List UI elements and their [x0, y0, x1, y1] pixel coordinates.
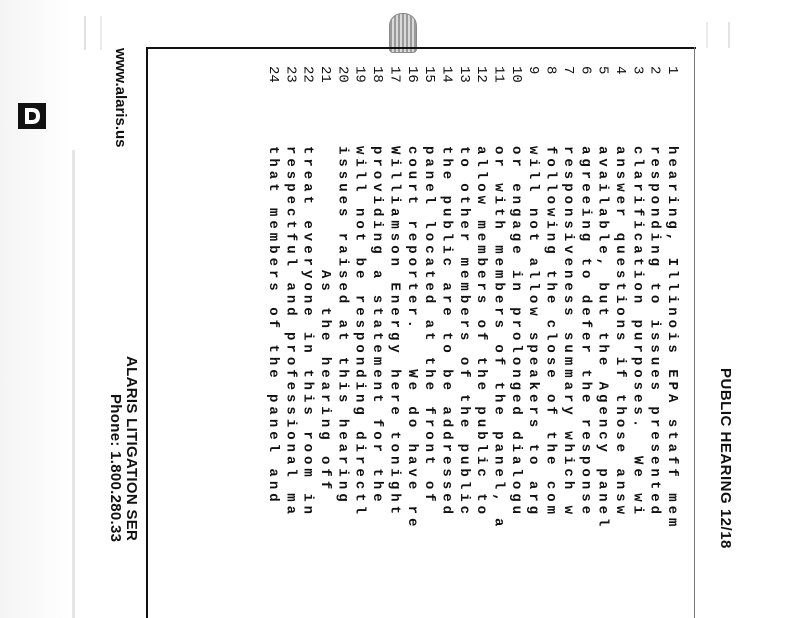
line-number: 16	[403, 66, 420, 83]
line-number: 12	[473, 66, 490, 83]
line-number: 2	[646, 66, 663, 75]
line-number: 1	[664, 66, 680, 75]
line-number: 11	[490, 66, 507, 83]
transcript-line: providing a statement for the	[369, 146, 386, 506]
line-number: 4	[611, 66, 628, 75]
line-number: 21	[317, 66, 333, 83]
transcript-line: or engage in prolonged dialogu	[507, 146, 524, 519]
binder-mark-right	[706, 22, 730, 48]
transcript-line: that members of the panel and	[264, 146, 281, 506]
line-number: 5	[594, 66, 611, 75]
scan-edge	[0, 0, 74, 618]
transcript-line: the public are to be addressed	[438, 146, 455, 519]
line-number: 15	[421, 66, 438, 83]
transcript-line: will not allow speakers to arg	[525, 146, 542, 519]
line-number: 10	[507, 66, 524, 83]
line-number: 23	[282, 66, 299, 83]
page-header-title: PUBLIC HEARING 12/18	[717, 368, 734, 549]
line-number: 22	[299, 66, 316, 83]
line-number: 17	[386, 66, 403, 83]
transcript-line: court reporter. We do have re	[403, 146, 420, 531]
line-number: 3	[629, 66, 646, 75]
transcript-line: following the close of the com	[542, 146, 559, 519]
transcript-line: respectful and professional ma	[282, 146, 299, 519]
alaris-logo-icon	[16, 100, 48, 132]
line-number: 13	[455, 66, 472, 83]
transcript-line: clarification purposes. We wi	[629, 146, 646, 519]
transcript-line: treat everyone in this room in	[299, 146, 316, 519]
line-number: 7	[559, 66, 576, 75]
line-number: 24	[264, 66, 281, 83]
transcript-line: responsiveness summary which w	[559, 146, 576, 519]
transcript-line: will not be responding directl	[351, 146, 368, 519]
line-number: 14	[438, 66, 455, 83]
line-number: 18	[369, 66, 386, 83]
transcript-line: to other members of the public	[455, 146, 472, 519]
line-number: 9	[525, 66, 542, 75]
transcript-line: hearing, Illinois EPA staff mem	[664, 146, 680, 531]
page-border-right	[694, 47, 695, 618]
transcript-line: answer questions if those answ	[611, 146, 628, 519]
binder-mark-left	[84, 16, 102, 50]
transcript-line: Williamson Energy here tonight	[386, 146, 403, 519]
transcript-line: As the hearing off	[317, 146, 333, 494]
page-border-left	[146, 47, 148, 618]
scan-edge-shadow	[72, 150, 75, 618]
footer-website: www.alaris.us	[112, 48, 129, 148]
page-border-top	[146, 47, 696, 49]
transcript-line: or with members of the panel, a	[490, 146, 507, 531]
transcript-line: panel located at the front of	[421, 146, 438, 506]
transcript-line: available, but the Agency panel	[594, 146, 611, 531]
transcript-line: agreeing to defer the response	[577, 146, 594, 519]
line-number: 20	[334, 66, 351, 83]
line-number: 19	[351, 66, 368, 83]
transcript-line: issues raised at this hearing	[334, 146, 351, 506]
line-number: 8	[542, 66, 559, 75]
line-number: 6	[577, 66, 594, 75]
footer-company-name: ALARIS LITIGATION SER	[123, 356, 140, 542]
transcript-line: responding to issues presented	[646, 146, 663, 519]
footer-phone: Phone: 1.800.280.33	[107, 394, 124, 543]
transcript-line: allow members of the public to	[473, 146, 490, 519]
